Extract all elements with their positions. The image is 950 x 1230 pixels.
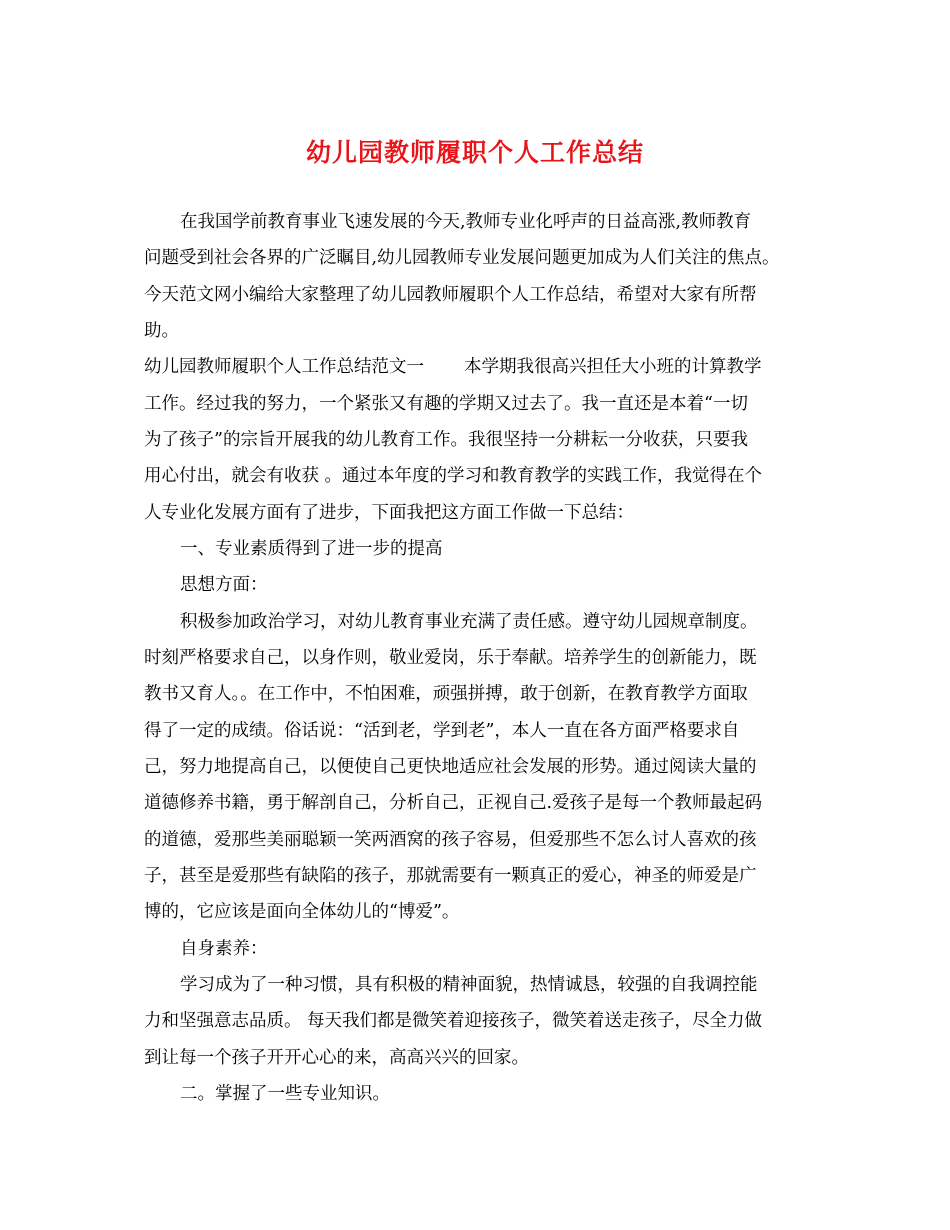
paragraph-line: 到让每一个孩子开开心心的来，高高兴兴的回家。 — [144, 1048, 529, 1068]
subsection-heading: 自身素养： — [180, 939, 268, 959]
paragraph-line: 博的，它应该是面向全体幼儿的“博爱”。 — [144, 902, 460, 922]
paragraph-line: 用心付出，就会有收获 。通过本年度的学习和教育教学的实践工作，我觉得在个 — [144, 466, 763, 486]
section-heading: 一、专业素质得到了进一步的提高 — [180, 539, 443, 559]
paragraph-line: 为了孩子”的宗旨开展我的幼儿教育工作。我很坚持一分耕耘一分收获，只要我 — [144, 430, 748, 450]
section-heading: 二。掌握了一些专业知识。 — [180, 1084, 390, 1104]
paragraph-line: 问题受到社会各界的广泛瞩目,幼儿园教师专业发展问题更加成为人们关注的焦点。 — [144, 248, 780, 268]
document-title: 幼儿园教师履职个人工作总结 — [305, 138, 644, 167]
paragraph-line: 助。 — [144, 321, 179, 341]
paragraph-line: 得了一定的成绩。俗话说：“活到老，学到老”，本人一直在各方面严格要求自 — [144, 721, 740, 741]
paragraph-text: 本学期我很高兴担任大小班的计算教学 — [464, 357, 762, 377]
paragraph-line: 积极参加政治学习，对幼儿教育事业充满了责任感。遵守幼儿园规章制度。 — [180, 612, 758, 632]
paragraph-line: 人专业化发展方面有了进步，下面我把这方面工作做一下总结： — [144, 503, 634, 523]
paragraph-line: 在我国学前教育事业飞速发展的今天,教师专业化呼声的日益高涨,教师教育 — [180, 212, 752, 232]
paragraph-line: 的道德，爱那些美丽聪颖一笑两酒窝的孩子容易，但爱那些不怎么讨人喜欢的孩 — [144, 830, 757, 850]
paragraph-line: 教书又育人。。在工作中，不怕困难，顽强拼搏，敢于创新，在教育教学方面取 — [144, 684, 748, 704]
paragraph-line: 力和坚强意志品质。 每天我们都是微笑着迎接孩子，微笑着送走孩子，尽全力做 — [144, 1011, 763, 1031]
section-heading: 幼儿园教师履职个人工作总结范文一 — [144, 357, 424, 377]
paragraph-line: 道德修养书籍，勇于解剖自己，分析自己，正视自己.爱孩子是每一个教师最起码 — [144, 793, 763, 813]
paragraph-line: 子，甚至是爱那些有缺陷的孩子，那就需要有一颗真正的爱心，神圣的师爱是广 — [144, 866, 757, 886]
paragraph-line: 今天范文网小编给大家整理了幼儿园教师履职个人工作总结，希望对大家有所帮 — [144, 285, 757, 305]
paragraph-line: 学习成为了一种习惯，具有积极的精神面貌，热情诚恳，较强的自我调控能 — [180, 975, 758, 995]
subsection-heading: 思想方面： — [180, 575, 268, 595]
paragraph-line: 时刻严格要求自己，以身作则，敬业爱岗，乐于奉献。培养学生的创新能力，既 — [144, 648, 757, 668]
paragraph-line: 己，努力地提高自己，以便使自己更快地适应社会发展的形势。通过阅读大量的 — [144, 757, 757, 777]
paragraph-line: 工作。经过我的努力，一个紧张又有趣的学期又过去了。我一直还是本着“一切 — [144, 394, 748, 414]
paragraph-line — [144, 355, 762, 379]
